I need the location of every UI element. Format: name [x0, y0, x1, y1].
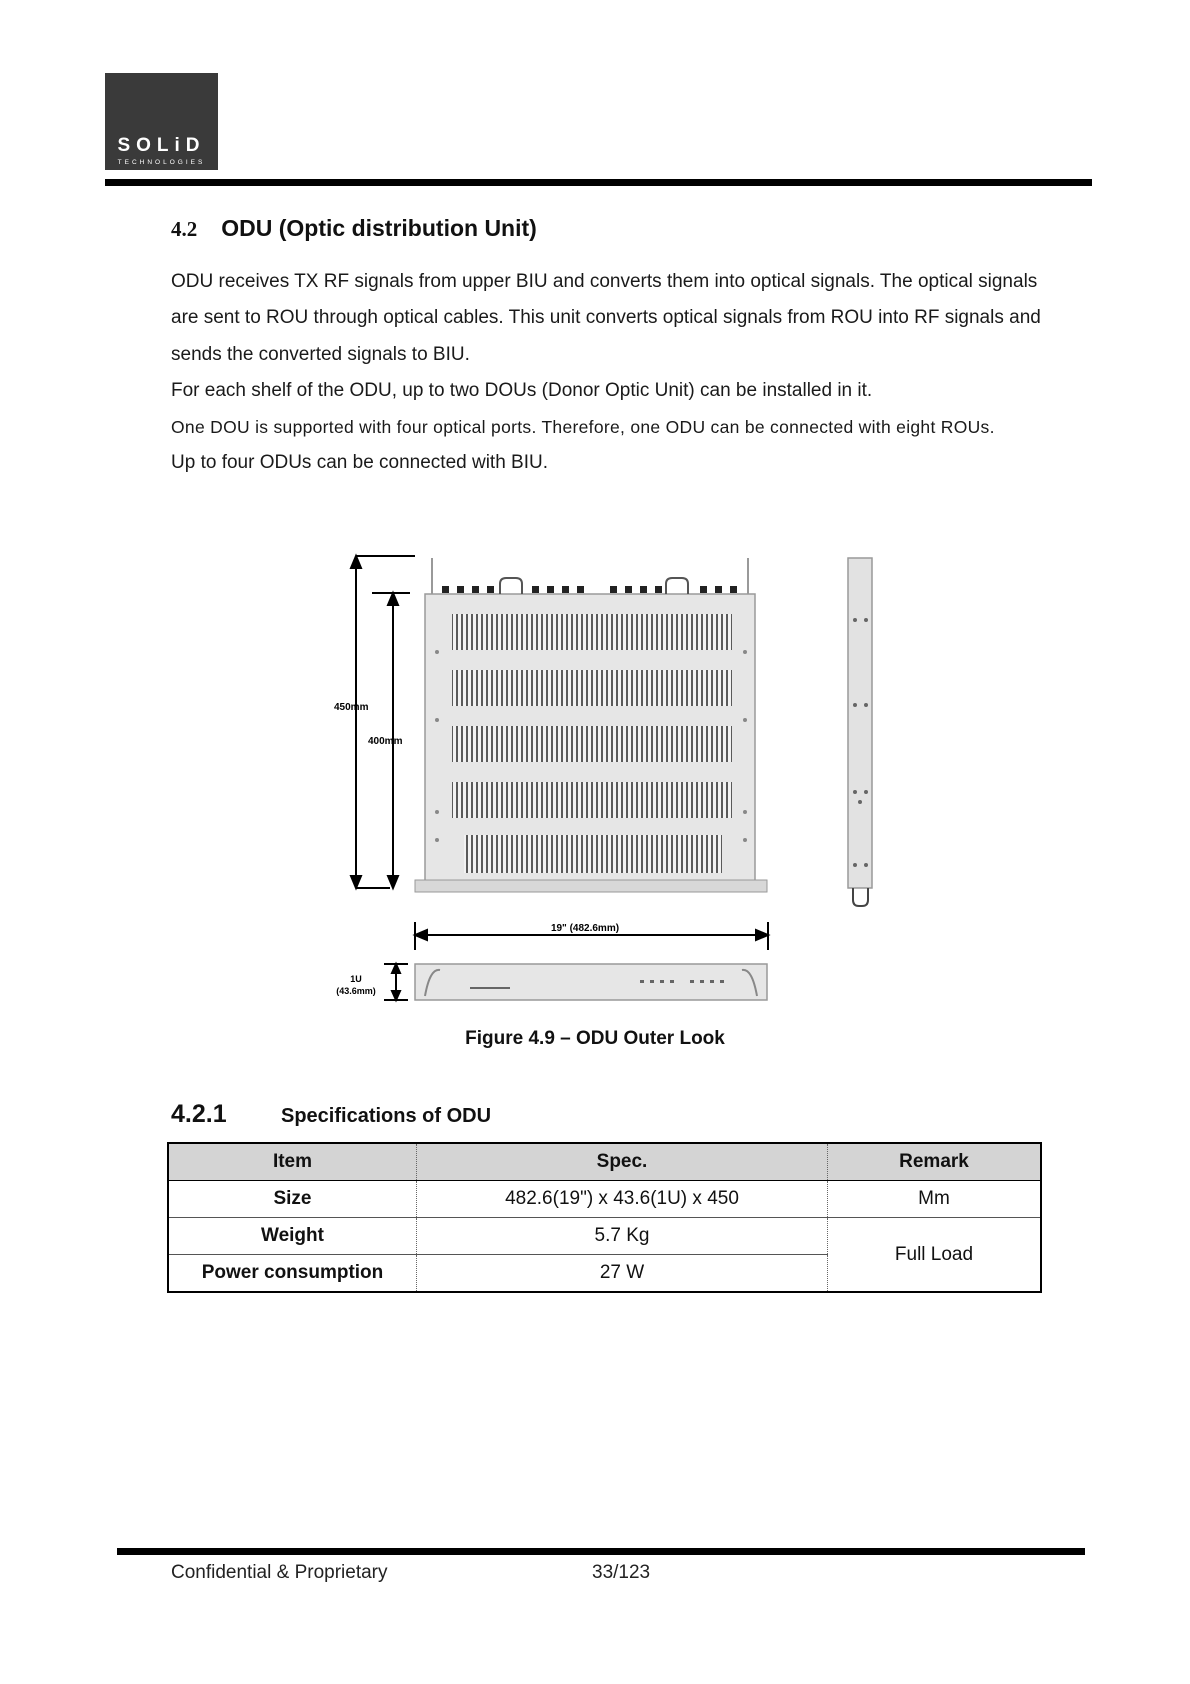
dimension-height-arrow	[384, 964, 408, 1000]
page-number: 33/123	[592, 1562, 651, 1583]
dimension-400-label: 400mm	[368, 736, 403, 747]
header-remark: Remark	[828, 1143, 1042, 1181]
section-number: 4.2	[171, 217, 198, 241]
header-rule	[105, 179, 1092, 186]
odu-front-view	[415, 964, 767, 1000]
cell-remark: Mm	[828, 1181, 1042, 1218]
footer-rule	[117, 1548, 1085, 1555]
dimension-450-label: 450mm	[334, 702, 369, 713]
odu-outer-look-figure	[320, 550, 900, 1010]
odu-side-view	[848, 558, 872, 906]
subsection-number: 4.2.1	[171, 1100, 227, 1128]
header-item: Item	[168, 1143, 417, 1181]
cell-remark: Full Load	[894, 1243, 974, 1265]
logo-wordmark: SOLiD	[117, 135, 206, 156]
dimension-height-label-1: 1U	[350, 974, 362, 984]
subsection-heading	[171, 1100, 491, 1129]
cell-spec: 27 W	[417, 1255, 828, 1293]
section-body	[171, 264, 1041, 482]
paragraph: One DOU is supported with four optical ports. Therefore, one ODU can be connected with eight ROUs.	[171, 417, 995, 438]
cell-spec: 5.7 Kg	[417, 1218, 828, 1255]
cell-item: Weight	[168, 1218, 417, 1255]
table-row	[168, 1181, 1041, 1218]
logo-subtitle: TECHNOLOGIES	[117, 159, 206, 166]
dimension-450-arrow	[351, 556, 415, 888]
cell-spec: 482.6(19") x 43.6(1U) x 450	[417, 1181, 828, 1218]
table-row	[168, 1218, 1041, 1255]
paragraph: ODU receives TX RF signals from upper BIU and converts them into optical signals. The optical signals are sent to ROU through optical cables. This unit converts optical signals from ROU into RF signals and sends the converted signals to BIU.	[171, 271, 1041, 365]
paragraph: Up to four ODUs can be connected with BIU.	[171, 452, 549, 474]
cell-item: Size	[168, 1181, 417, 1218]
footer-confidential: Confidential & Proprietary	[171, 1562, 388, 1583]
figure-caption: Figure 4.9 – ODU Outer Look	[465, 1028, 725, 1049]
dimension-width-label: 19" (482.6mm)	[550, 923, 620, 934]
odu-top-view	[415, 558, 767, 892]
header-spec: Spec.	[417, 1143, 828, 1181]
dimension-height-label-2: (43.6mm)	[336, 986, 376, 996]
company-logo	[105, 73, 218, 170]
cell-item: Power consumption	[168, 1255, 417, 1293]
paragraph: For each shelf of the ODU, up to two DOUs (Donor Optic Unit) can be installed in it.	[171, 379, 873, 401]
section-title: ODU (Optic distribution Unit)	[221, 215, 537, 241]
section-heading	[171, 215, 537, 242]
table-header-row	[168, 1143, 1041, 1181]
spec-table	[167, 1142, 1042, 1293]
subsection-title: Specifications of ODU	[281, 1105, 492, 1127]
